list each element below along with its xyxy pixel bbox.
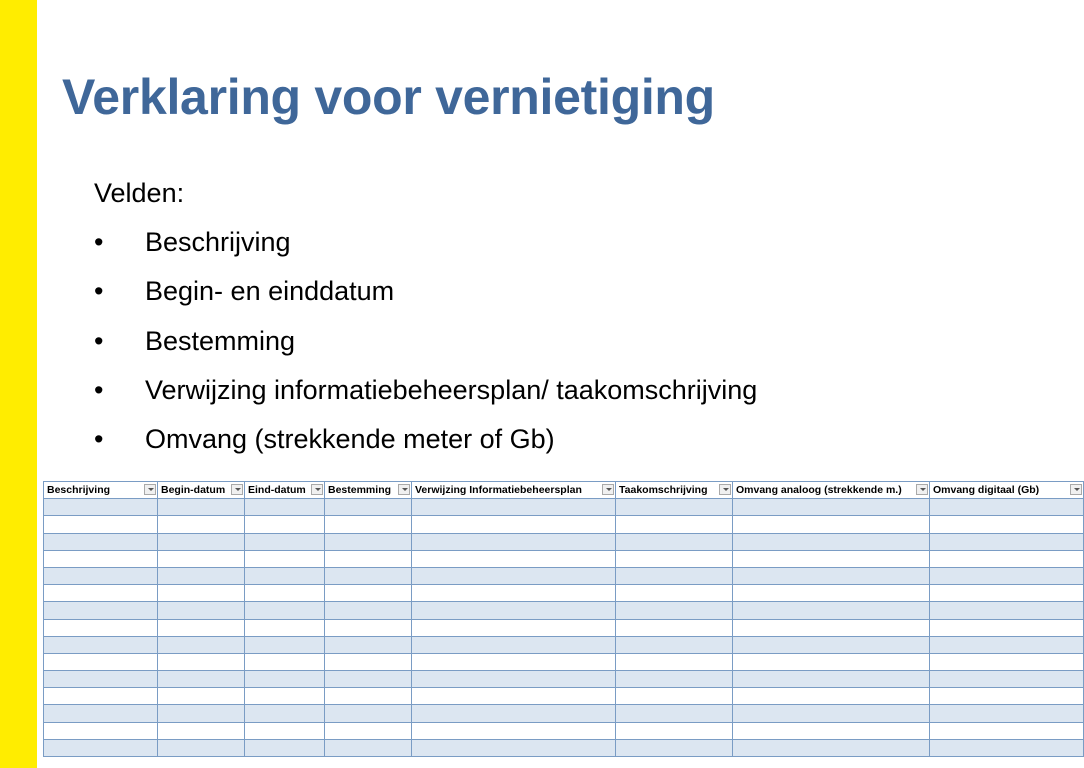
column-header[interactable] xyxy=(325,482,412,499)
table-cell[interactable] xyxy=(44,516,158,533)
table-cell[interactable] xyxy=(325,688,412,705)
table-cell[interactable] xyxy=(245,705,325,722)
table-cell[interactable] xyxy=(930,688,1084,705)
spreadsheet-table-container xyxy=(43,481,1040,757)
table-cell[interactable] xyxy=(325,567,412,584)
table-cell[interactable] xyxy=(733,739,930,756)
table-cell[interactable] xyxy=(325,585,412,602)
table-cell[interactable] xyxy=(733,705,930,722)
table-cell[interactable] xyxy=(44,688,158,705)
table-cell[interactable] xyxy=(930,705,1084,722)
column-header[interactable] xyxy=(158,482,245,499)
table-row xyxy=(44,722,1084,739)
table-cell[interactable] xyxy=(733,533,930,550)
table-cell[interactable] xyxy=(930,636,1084,653)
table-row xyxy=(44,585,1084,602)
column-header[interactable] xyxy=(44,482,158,499)
table-cell[interactable] xyxy=(245,671,325,688)
filter-dropdown-icon[interactable] xyxy=(231,484,243,495)
table-cell[interactable] xyxy=(245,688,325,705)
table-cell[interactable] xyxy=(245,602,325,619)
table-cell[interactable] xyxy=(616,585,733,602)
table-row xyxy=(44,688,1084,705)
column-header[interactable] xyxy=(616,482,733,499)
bullet-text: Bestemming xyxy=(145,325,296,356)
table-cell[interactable] xyxy=(158,636,245,653)
table-cell[interactable] xyxy=(245,567,325,584)
column-header[interactable] xyxy=(412,482,616,499)
table-cell[interactable] xyxy=(412,671,616,688)
table-cell[interactable] xyxy=(616,499,733,516)
table-cell[interactable] xyxy=(616,722,733,739)
table-cell[interactable] xyxy=(245,636,325,653)
table-cell[interactable] xyxy=(930,739,1084,756)
table-cell[interactable] xyxy=(733,499,930,516)
table-cell[interactable] xyxy=(930,533,1084,550)
table-row xyxy=(44,516,1084,533)
table-cell[interactable] xyxy=(733,636,930,653)
table-cell[interactable] xyxy=(158,688,245,705)
table-cell[interactable] xyxy=(412,602,616,619)
bullet-dot: • xyxy=(94,374,104,405)
table-cell[interactable] xyxy=(616,533,733,550)
table-cell[interactable] xyxy=(245,499,325,516)
table-cell[interactable] xyxy=(616,739,733,756)
table-cell[interactable] xyxy=(158,705,245,722)
table-cell[interactable] xyxy=(44,533,158,550)
table-cell[interactable] xyxy=(158,499,245,516)
table-cell[interactable] xyxy=(245,533,325,550)
table-cell[interactable] xyxy=(44,550,158,567)
table-row xyxy=(44,653,1084,670)
table-cell[interactable] xyxy=(44,602,158,619)
column-header-label: Verwijzing Informatiebeheersplan xyxy=(415,483,582,496)
table-cell[interactable] xyxy=(412,619,616,636)
column-header-label: Omvang digitaal (Gb) xyxy=(933,483,1040,496)
table-cell[interactable] xyxy=(616,705,733,722)
table-cell[interactable] xyxy=(412,567,616,584)
bullet-text: Verwijzing informatiebeheersplan/ taakomschrijving xyxy=(145,374,758,405)
table-cell[interactable] xyxy=(158,619,245,636)
table-cell[interactable] xyxy=(616,567,733,584)
table-cell[interactable] xyxy=(44,653,158,670)
filter-dropdown-icon[interactable] xyxy=(311,484,323,495)
column-header-label: Eind-datum xyxy=(248,483,306,496)
table-row xyxy=(44,705,1084,722)
table-cell[interactable] xyxy=(158,653,245,670)
bullet-dot: • xyxy=(94,227,104,257)
table-cell[interactable] xyxy=(412,739,616,756)
column-header-label: Bestemming xyxy=(328,483,392,496)
table-cell[interactable] xyxy=(733,550,930,567)
table-cell[interactable] xyxy=(733,516,930,533)
table-cell[interactable] xyxy=(733,619,930,636)
table-cell[interactable] xyxy=(325,739,412,756)
table-cell[interactable] xyxy=(245,585,325,602)
column-header[interactable] xyxy=(245,482,325,499)
table-cell[interactable] xyxy=(158,722,245,739)
table-cell[interactable] xyxy=(44,619,158,636)
table-cell[interactable] xyxy=(733,585,930,602)
table-cell[interactable] xyxy=(325,636,412,653)
table-row xyxy=(44,619,1084,636)
table-cell[interactable] xyxy=(733,671,930,688)
table-cell[interactable] xyxy=(325,533,412,550)
table-cell[interactable] xyxy=(733,653,930,670)
column-header-label: Beschrijving xyxy=(47,483,111,496)
table-cell[interactable] xyxy=(158,533,245,550)
column-header-label: Taakomschrijving xyxy=(619,483,708,496)
filter-dropdown-icon[interactable] xyxy=(916,484,928,495)
column-header[interactable] xyxy=(733,482,930,499)
table-cell[interactable] xyxy=(245,550,325,567)
table-cell[interactable] xyxy=(930,671,1084,688)
table-cell[interactable] xyxy=(158,585,245,602)
table-cell[interactable] xyxy=(325,671,412,688)
table-cell[interactable] xyxy=(44,739,158,756)
table-cell[interactable] xyxy=(412,688,616,705)
table-cell[interactable] xyxy=(930,653,1084,670)
table-cell[interactable] xyxy=(158,602,245,619)
table-cell[interactable] xyxy=(158,516,245,533)
table-cell[interactable] xyxy=(616,550,733,567)
table-row xyxy=(44,499,1084,516)
table-cell[interactable] xyxy=(245,619,325,636)
table-cell[interactable] xyxy=(245,653,325,670)
table-cell[interactable] xyxy=(325,602,412,619)
table-row xyxy=(44,533,1084,550)
table-cell[interactable] xyxy=(412,499,616,516)
table-cell[interactable] xyxy=(412,550,616,567)
table-cell[interactable] xyxy=(325,705,412,722)
table-cell[interactable] xyxy=(44,705,158,722)
table-cell[interactable] xyxy=(412,705,616,722)
table-cell[interactable] xyxy=(733,722,930,739)
table-row xyxy=(44,602,1084,619)
yellow-accent-bar xyxy=(0,0,37,768)
table-cell[interactable] xyxy=(412,636,616,653)
table-cell[interactable] xyxy=(412,722,616,739)
table-row xyxy=(44,567,1084,584)
table-cell[interactable] xyxy=(616,619,733,636)
table-cell[interactable] xyxy=(930,585,1084,602)
table-cell[interactable] xyxy=(158,567,245,584)
table-cell[interactable] xyxy=(325,722,412,739)
table-cell[interactable] xyxy=(412,653,616,670)
table-cell[interactable] xyxy=(412,516,616,533)
table-cell[interactable] xyxy=(44,636,158,653)
table-cell[interactable] xyxy=(325,499,412,516)
table-row xyxy=(44,550,1084,567)
table-cell[interactable] xyxy=(158,550,245,567)
table-row xyxy=(44,739,1084,756)
table-cell[interactable] xyxy=(158,671,245,688)
table-cell[interactable] xyxy=(616,602,733,619)
column-header-label: Begin-datum xyxy=(161,483,226,496)
bullet-text: Beschrijving xyxy=(145,227,291,257)
table-cell[interactable] xyxy=(44,585,158,602)
table-cell[interactable] xyxy=(44,722,158,739)
table-cell[interactable] xyxy=(325,516,412,533)
table-cell[interactable] xyxy=(733,688,930,705)
filter-dropdown-icon[interactable] xyxy=(1070,484,1082,495)
table-cell[interactable] xyxy=(245,739,325,756)
column-header-label: Omvang analoog (strekkende m.) xyxy=(736,483,902,496)
bullet-dot: • xyxy=(94,276,104,307)
table-cell[interactable] xyxy=(44,499,158,516)
slide-title: Verklaring voor vernietiging xyxy=(62,69,715,125)
table-cell[interactable] xyxy=(930,722,1084,739)
table-cell[interactable] xyxy=(733,567,930,584)
table-cell[interactable] xyxy=(930,619,1084,636)
table-cell[interactable] xyxy=(325,550,412,567)
bullet-dot: • xyxy=(94,325,104,356)
table-cell[interactable] xyxy=(930,567,1084,584)
table-cell[interactable] xyxy=(412,533,616,550)
table-cell[interactable] xyxy=(616,636,733,653)
filter-dropdown-icon[interactable] xyxy=(602,484,614,495)
bullet-text: Begin- en einddatum xyxy=(145,276,395,307)
table-cell[interactable] xyxy=(930,602,1084,619)
table-cell[interactable] xyxy=(616,688,733,705)
table-header-row xyxy=(44,482,1084,499)
table-row xyxy=(44,671,1084,688)
spreadsheet-table xyxy=(43,481,1084,757)
bullet-text: Omvang (strekkende meter of Gb) xyxy=(145,424,555,455)
table-cell[interactable] xyxy=(412,585,616,602)
filter-dropdown-icon[interactable] xyxy=(144,484,156,495)
table-cell[interactable] xyxy=(325,653,412,670)
filter-dropdown-icon[interactable] xyxy=(398,484,410,495)
table-cell[interactable] xyxy=(44,567,158,584)
table-body xyxy=(44,499,1084,757)
filter-dropdown-icon[interactable] xyxy=(719,484,731,495)
table-cell[interactable] xyxy=(325,619,412,636)
column-header[interactable] xyxy=(930,482,1084,499)
table-cell[interactable] xyxy=(616,653,733,670)
table-cell[interactable] xyxy=(930,499,1084,516)
fields-heading: Velden: xyxy=(94,178,185,208)
table-cell[interactable] xyxy=(245,722,325,739)
table-cell[interactable] xyxy=(616,671,733,688)
bullet-dot: • xyxy=(94,424,104,455)
table-cell[interactable] xyxy=(245,516,325,533)
table-row xyxy=(44,636,1084,653)
table-cell[interactable] xyxy=(158,739,245,756)
table-cell[interactable] xyxy=(44,671,158,688)
table-cell[interactable] xyxy=(930,550,1084,567)
table-cell[interactable] xyxy=(733,602,930,619)
table-cell[interactable] xyxy=(930,516,1084,533)
table-cell[interactable] xyxy=(616,516,733,533)
